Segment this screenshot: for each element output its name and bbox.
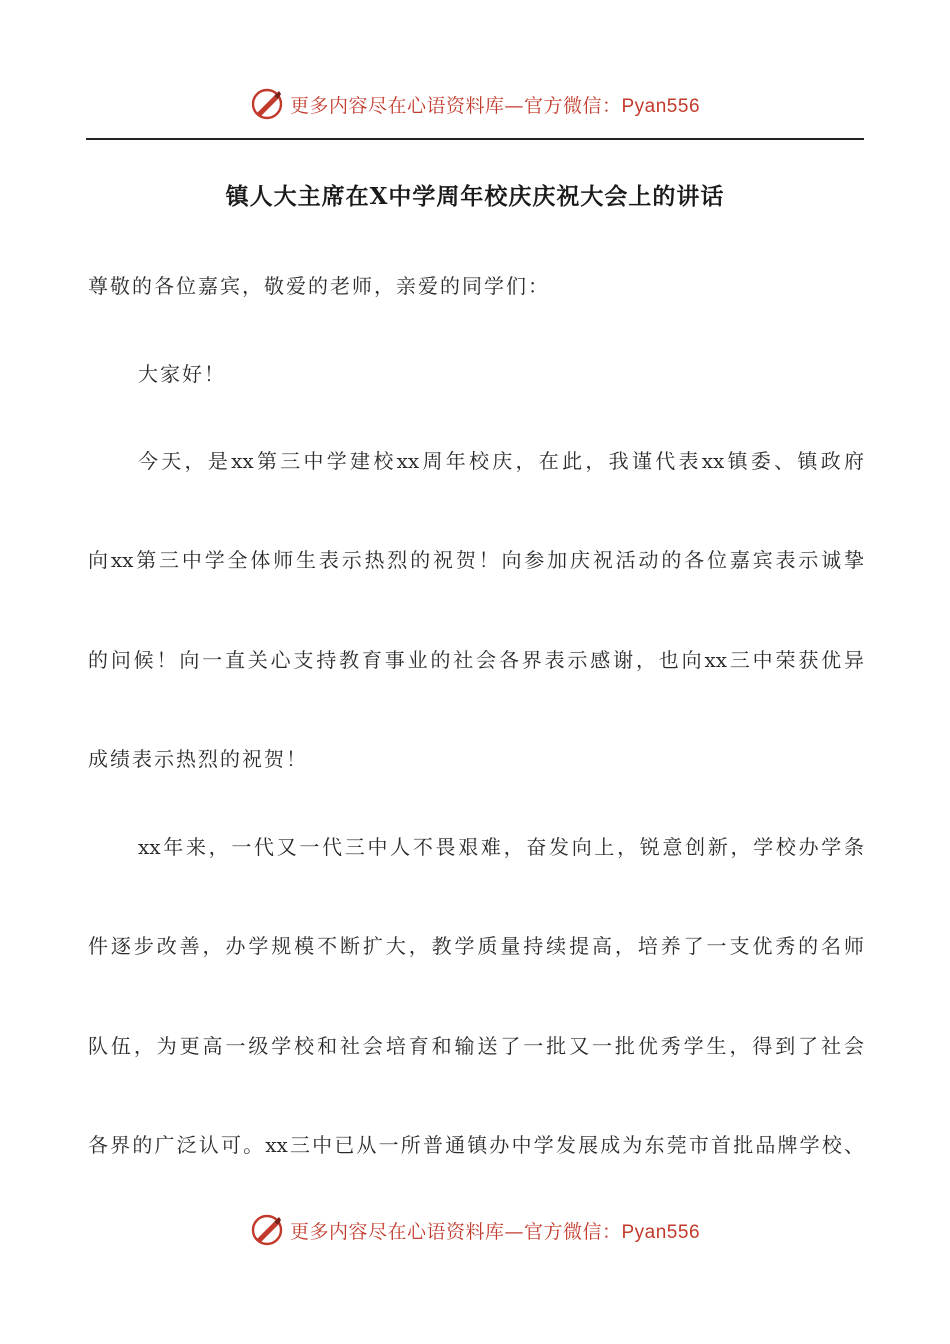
paragraph-line: 今天，是xx第三中学建校xx周年校庆，在此，我谨代表xx镇委、镇政府 — [138, 449, 864, 473]
header-banner-label — [290, 91, 700, 118]
footer-banner-text: 更多内容尽在心语资料库—官方微信： — [289, 1220, 622, 1243]
paragraph-line: 成绩表示热烈的祝贺！ — [88, 747, 308, 771]
paragraph-line: 向xx第三中学全体师生表示热烈的祝贺！向参加庆祝活动的各位嘉宾表示诚挚 — [88, 548, 864, 572]
paragraph-line: xx年来，一代又一代三中人不畏艰难，奋发向上，锐意创新，学校办学条 — [138, 835, 864, 859]
paragraph-line: 件逐步改善，办学规模不断扩大，教学质量持续提高，培养了一支优秀的名师 — [88, 934, 864, 958]
header-divider — [86, 138, 864, 140]
header-banner-wechat-id: Pyan556 — [621, 95, 701, 117]
footer-banner-label — [290, 1217, 700, 1244]
header-banner-text: 更多内容尽在心语资料库—官方微信： — [289, 94, 622, 117]
pen-in-circle-icon — [250, 1213, 284, 1247]
paragraph-line: 的问候！向一直关心支持教育事业的社会各界表示感谢，也向xx三中荣获优异 — [88, 648, 864, 672]
paragraph-line: 队伍，为更高一级学校和社会培育和输送了一批又一批优秀学生，得到了社会 — [88, 1034, 864, 1058]
greeting: 大家好！ — [138, 362, 226, 386]
pen-in-circle-icon — [250, 87, 284, 121]
paragraph-line: 各界的广泛认可。xx三中已从一所普通镇办中学发展成为东莞市首批品牌学校、 — [88, 1133, 864, 1157]
footer-banner — [0, 1210, 950, 1250]
document-title: 镇人大主席在X中学周年校庆庆祝大会上的讲话 — [225, 183, 725, 210]
footer-banner-wechat-id: Pyan556 — [621, 1221, 701, 1243]
salutation: 尊敬的各位嘉宾，敬爱的老师，亲爱的同学们： — [88, 274, 550, 298]
header-banner — [0, 84, 950, 124]
